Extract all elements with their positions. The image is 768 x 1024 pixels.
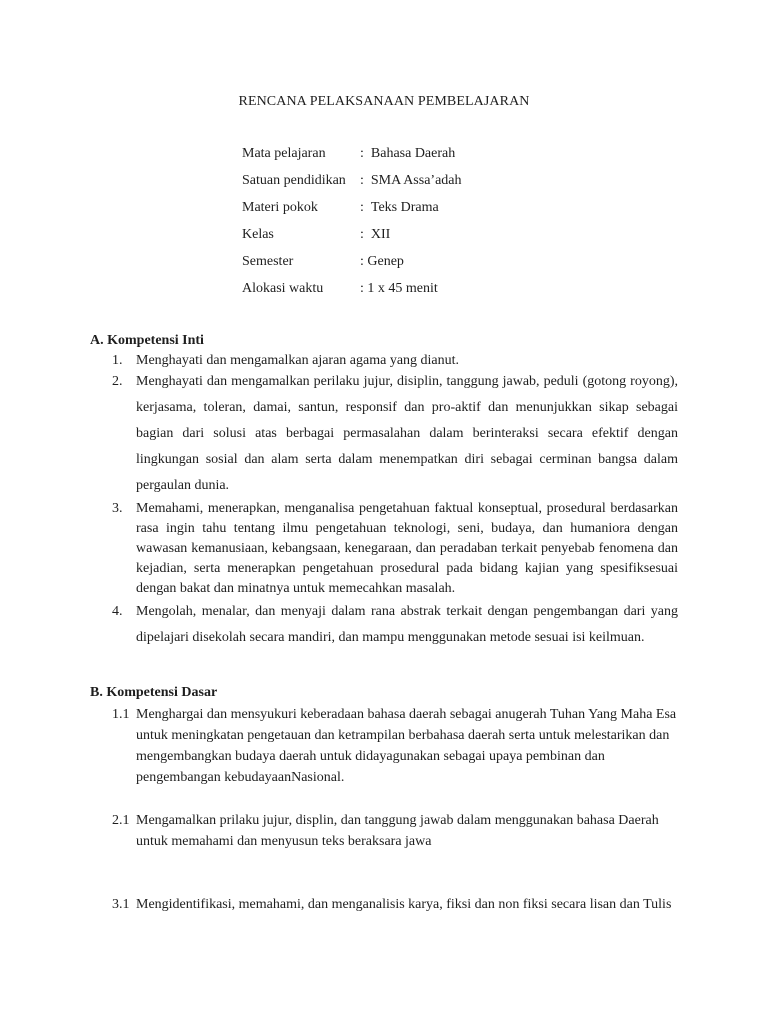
- info-separator: :: [360, 200, 371, 215]
- info-separator: :: [360, 173, 371, 188]
- item-text: Menghayati dan mengamalkan ajaran agama yang dianut.: [136, 353, 460, 368]
- list-item: [112, 599, 678, 651]
- info-row: [242, 200, 462, 227]
- info-value: Teks Drama: [370, 200, 439, 215]
- list-item: [112, 894, 678, 915]
- list-item: [112, 351, 678, 371]
- item-text: Menghargai dan mensyukuri keberadaan bahasa daerah sebagai anugerah Tuhan Yang Maha Esa untuk meningkatan pengetauan dan ketrampilan berbahasa daerah serta untuk melestarikan dan mengembangkan budaya daerah untuk didayagunakan sebagai upaya pembinan dan pengembangan kebudayaanNasional.: [136, 707, 677, 785]
- item-text: Mengolah, menalar, dan menyaji dalam rana abstrak terkait dengan pengembangan dari yang dipelajari disekolah secara mandiri, dan mampu menggunakan metode sesuai isi keilmuan.: [136, 604, 678, 645]
- item-text: Mengidentifikasi, memahami, dan menganalisis karya, fiksi dan non fiksi secara lisan dan Tulis: [136, 897, 672, 912]
- info-value: XII: [370, 227, 391, 242]
- info-row: [242, 227, 462, 254]
- info-label: Materi pokok: [242, 200, 318, 215]
- item-text: Menghayati dan mengamalkan perilaku jujur, disiplin, tanggung jawab, peduli (gotong royong), kerjasama, toleran, damai, santun, responsif dan pro-aktif dan menunjukkan sikap sebagai bagian dari solusi atas berbagai permasalahan dalam berinteraksi secara efektif dengan lingkungan sosial dan alam serta dalam menempatkan diri sebagai cerminan bangsa dalam pergaulan dunia.: [136, 374, 678, 493]
- item-number: 2.: [112, 374, 123, 389]
- info-label: Satuan pendidikan: [242, 173, 346, 188]
- info-separator: :: [360, 227, 371, 242]
- list-item: [112, 499, 678, 599]
- list-item: [112, 704, 678, 788]
- info-label: Semester: [242, 254, 294, 269]
- item-number: 4.: [112, 604, 123, 619]
- item-number: 3.: [112, 501, 123, 516]
- info-separator: :: [360, 146, 371, 161]
- info-row: [242, 173, 462, 200]
- info-row: [242, 281, 462, 308]
- info-value: SMA Assa’adah: [370, 173, 462, 188]
- document-title: RENCANA PELAKSANAAN PEMBELAJARAN: [238, 94, 530, 109]
- info-separator: :: [360, 281, 368, 296]
- info-value: Bahasa Daerah: [370, 146, 456, 161]
- kompetensi-inti-list: [112, 351, 678, 651]
- section-heading-kompetensi-inti: A. Kompetensi Inti: [90, 333, 204, 348]
- info-label: Kelas: [242, 227, 274, 242]
- item-text: Mengamalkan prilaku jujur, displin, dan tanggung jawab dalam menggunakan bahasa Daerah untuk memahami dan menyusun teks beraksara jawa: [136, 813, 659, 849]
- info-separator: :: [360, 254, 368, 269]
- kompetensi-dasar-list: [112, 704, 678, 915]
- info-row: [242, 146, 462, 173]
- info-value: Genep: [367, 254, 404, 269]
- item-number: 1.1: [112, 707, 130, 722]
- list-item: [112, 369, 678, 499]
- info-value: 1 x 45 menit: [367, 281, 438, 296]
- item-number: 3.1: [112, 897, 130, 912]
- info-row: [242, 254, 462, 281]
- item-number: 2.1: [112, 813, 130, 828]
- section-heading-kompetensi-dasar: B. Kompetensi Dasar: [90, 685, 218, 700]
- list-item: [112, 810, 678, 852]
- item-number: 1.: [112, 353, 123, 368]
- info-label: Alokasi waktu: [242, 281, 324, 296]
- info-label: Mata pelajaran: [242, 146, 326, 161]
- item-text: Memahami, menerapkan, menganalisa pengetahuan faktual konseptual, prosedural berdasarkan rasa ingin tahu tentang ilmu pengetahuan teknologi, seni, budaya, dan humaniora dengan wawasan kemanusiaan, kebangsaan, kenegaraan, dan peradaban terkait penyebab fenomena dan kejadian, serta menerapkan pengetahuan prosedural pada bidang kajian yang spesifiksesuai dengan bakat dan minatnya untuk memecahkan masalah.: [136, 501, 678, 596]
- lesson-info: [242, 146, 462, 308]
